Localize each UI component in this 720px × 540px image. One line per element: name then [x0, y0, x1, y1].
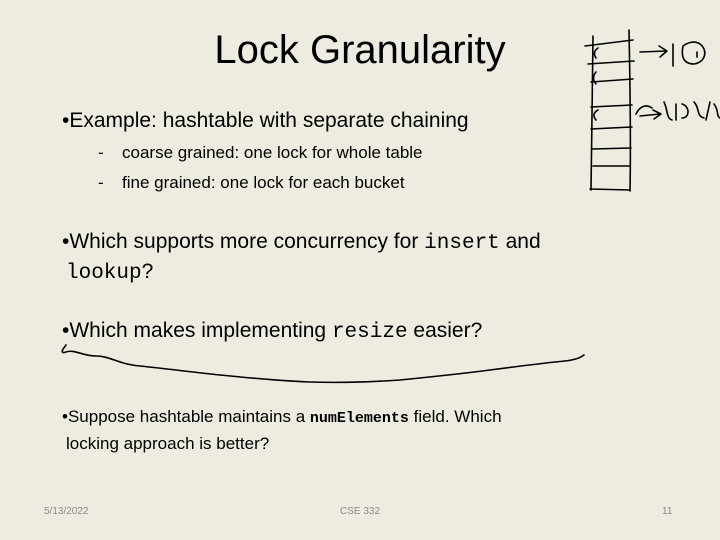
bullet-numelements — [62, 404, 502, 456]
bullet-example — [62, 107, 469, 135]
bullet-concurrency-qmark: ? — [141, 260, 154, 283]
sub-bullet-coarse — [98, 142, 423, 164]
slide-title: Lock Granularity — [214, 28, 506, 72]
sub-bullet-fine — [98, 172, 405, 194]
bullet-resize — [62, 317, 482, 347]
bullet-concurrency — [62, 228, 541, 288]
bullet-numelements-line2: locking approach is better? — [66, 434, 270, 453]
bullet-resize-suffix: easier? — [407, 319, 483, 342]
wavy-underline — [62, 345, 584, 382]
bullet-concurrency-line2 — [66, 258, 541, 288]
bullet-example-text: •Example: hashtable with separate chaining — [62, 109, 469, 132]
bullet-concurrency-line1 — [62, 228, 541, 258]
dash-marker: - — [98, 143, 104, 162]
bullet-resize-text: •Which makes implementing — [62, 319, 332, 342]
bullet-concurrency-text: •Which supports more concurrency for — [62, 230, 425, 253]
footer-course: CSE 332 — [340, 506, 381, 517]
code-insert: insert — [424, 232, 500, 255]
bullet-numelements-text: •Suppose hashtable maintains a — [62, 407, 310, 426]
bullet-numelements-suffix: field. Which — [408, 407, 502, 426]
code-numelements: numElements — [309, 410, 409, 427]
bullet-numelements-line1 — [62, 404, 502, 431]
footer-page-number: 11 — [662, 506, 673, 517]
chain-arrow-2 — [636, 102, 720, 120]
sub-bullet-coarse-text: coarse grained: one lock for whole table — [122, 143, 423, 162]
dash-marker: - — [98, 173, 104, 192]
code-lookup: lookup — [66, 262, 142, 285]
bullet-concurrency-and: and — [499, 230, 541, 253]
code-resize: resize — [331, 321, 408, 344]
sub-bullet-fine-text: fine grained: one lock for each bucket — [122, 173, 405, 192]
footer-date: 5/13/2022 — [44, 506, 89, 517]
